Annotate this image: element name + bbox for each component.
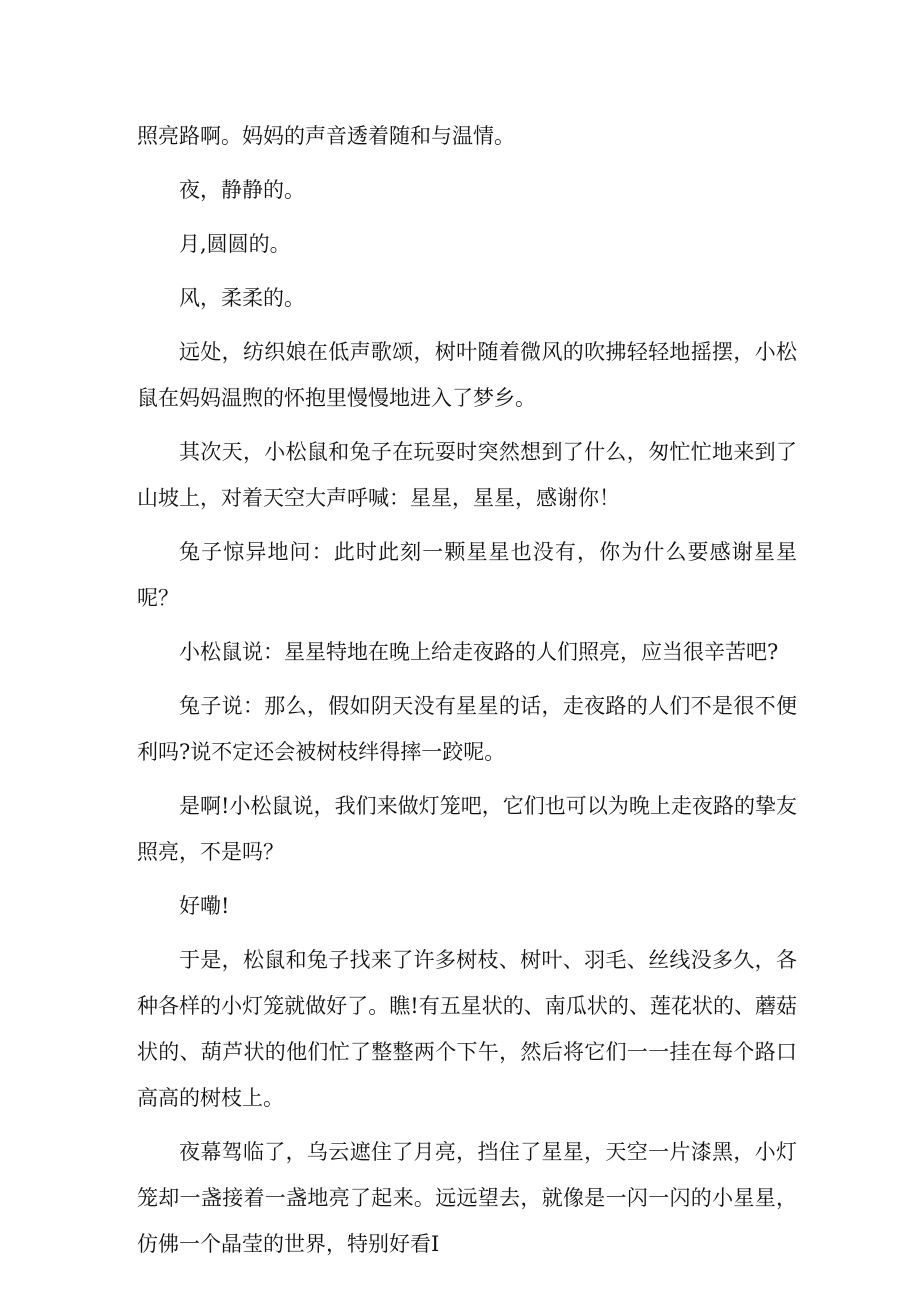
paragraph: 月,圆圆的。 (179, 232, 291, 256)
paragraph: 远处，纺织娘在低声歌颂，树叶随着微风的吹拂轻轻地摇摆，小松鼠在妈妈温煦的怀抱里慢慢地进入了梦乡。 (137, 340, 797, 410)
paragraph: 好嘞! (179, 894, 230, 918)
story-text (137, 113, 797, 1275)
paragraph: 兔子惊异地问：此时此刻一颗星星也没有，你为什么要感谢星星呢？ (137, 540, 797, 610)
paragraph: 小松鼠说：星星特地在晚上给走夜路的人们照亮，应当很辛苦吧? (179, 640, 779, 664)
paragraph: 是啊!小松鼠说，我们来做灯笼吧，它们也可以为晚上走夜路的挚友照亮，不是吗？ (137, 794, 797, 864)
paragraph: 风，柔柔的。 (179, 286, 305, 310)
paragraph: 其次天，小松鼠和兔子在玩耍时突然想到了什么，匆忙忙地来到了山坡上，对着天空大声呼喊：星星，星星，感谢你！ (137, 440, 797, 510)
paragraph: 夜，静静的。 (179, 178, 305, 202)
paragraph: 兔子说：那么，假如阴天没有星星的话，走夜路的人们不是很不便利吗?说不定还会被树枝绊得摔一跤呢。 (137, 694, 797, 764)
paragraph: 照亮路啊。妈妈的声音透着随和与温情。 (137, 124, 515, 148)
paragraph: 于是，松鼠和兔子找来了许多树枝、树叶、羽毛、丝线没多久，各种各样的小灯笼就做好了。瞧!有五星状的、南瓜状的、莲花状的、蘑菇状的、葫芦状的他们忙了整整两个下午，然后将它们一一挂在每个路口高高的树枝上。 (137, 948, 797, 1110)
paragraph: 夜幕驾临了，乌云遮住了月亮，挡住了星星，天空一片漆黑，小灯笼却一盏接着一盏地亮了起来。远远望去，就像是一闪一闪的小星星，仿佛一个晶莹的世界，特别好看I (137, 1140, 797, 1256)
